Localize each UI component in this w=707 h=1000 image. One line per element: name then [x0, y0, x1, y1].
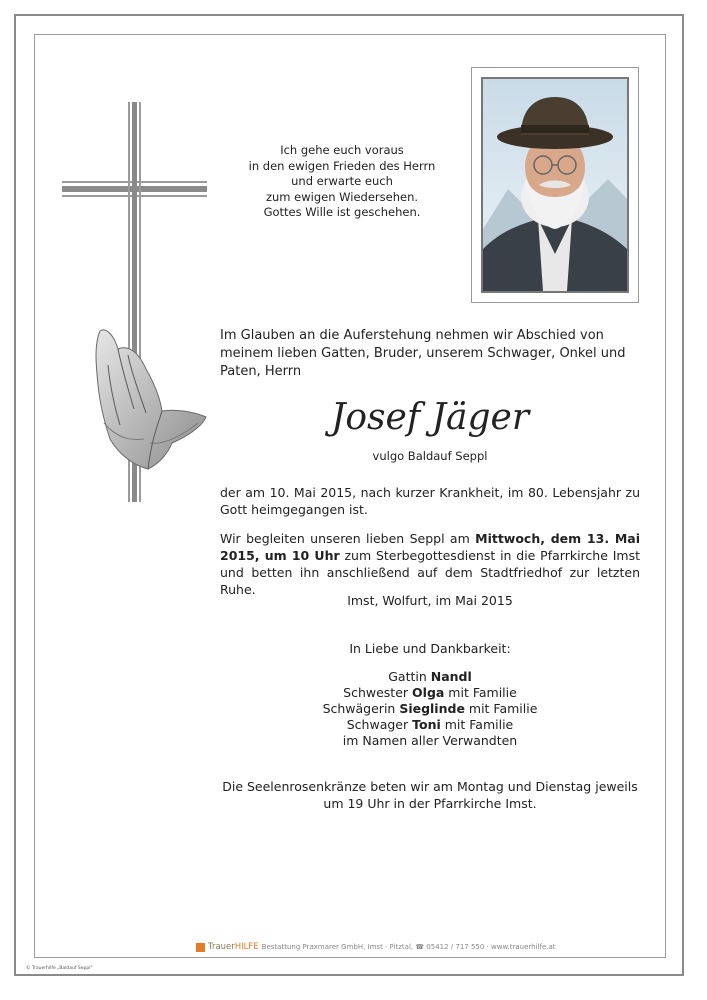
family-member	[220, 685, 640, 701]
family-list	[220, 669, 640, 749]
funeral-details	[220, 530, 640, 598]
family-relation: Gattin	[388, 669, 431, 684]
family-name: Nandl	[430, 669, 472, 684]
family-relation: Schwägerin	[322, 701, 400, 716]
quote-line: Ich gehe euch voraus	[280, 143, 404, 157]
portrait-frame	[471, 67, 639, 303]
footer	[196, 942, 616, 952]
family-relation: im Namen aller Verwandten	[342, 733, 518, 748]
family-member	[220, 701, 640, 717]
quote-line: in den ewigen Frieden des Herrn	[248, 158, 436, 173]
intro-text: Im Glauben an die Auferstehung nehmen wir Abschied von meinem lieben Gatten, Bruder, unserem Schwager, Onkel und Paten, Herrn	[220, 328, 626, 379]
quote-line: zum ewigen Wiedersehen.	[265, 189, 419, 204]
logo-text-2: HILFE	[234, 942, 259, 952]
portrait-image	[483, 79, 627, 291]
memorial-quote	[232, 143, 452, 221]
deceased-name: Josef Jäger	[330, 397, 530, 438]
family-suffix: mit Familie	[440, 717, 514, 732]
death-notice: der am 10. Mai 2015, nach kurzer Krankheit, im 80. Lebensjahr zu Gott heimgegangen ist.	[220, 485, 640, 517]
family-member	[220, 717, 640, 733]
quote-line: und erwarte euch	[291, 174, 393, 188]
family-member	[220, 733, 640, 749]
rosary-notice: Die Seelenrosenkränze beten wir am Montag und Dienstag jeweils um 19 Uhr in der Pfarrkirche Imst.	[222, 779, 638, 811]
family-suffix: mit Familie	[444, 685, 517, 700]
family-member	[220, 669, 640, 685]
logo-text-1: Trauer	[208, 942, 235, 952]
praying-hands-icon	[88, 325, 213, 475]
place-date: Imst, Wolfurt, im Mai 2015	[347, 593, 513, 608]
portrait-photo	[481, 77, 629, 293]
family-relation: Schwester	[343, 685, 413, 700]
family-suffix: mit Familie	[464, 701, 538, 716]
funeral-date: Mittwoch, dem 13. Mai 2015, um 10 Uhr	[220, 531, 640, 563]
deceased-nickname: vulgo Baldauf Seppl	[372, 449, 488, 463]
funeral-text-1: Wir begleiten unseren lieben Seppl am	[220, 531, 476, 546]
funeral-text-2: zum Sterbegottesdienst in die Pfarrkirche Imst und betten ihn anschließend auf dem Stadtfriedhof zur letzten Ruhe.	[220, 548, 640, 597]
copyright-credit: © Trauerhilfe „Baldauf Seppl"	[26, 966, 93, 971]
family-name: Olga	[412, 685, 445, 700]
footer-info: Bestattung Praxmarer GmbH, Imst · Pitztal, ☎ 05412 / 717 550 · www.trauerhilfe.at	[261, 943, 556, 951]
quote-line: Gottes Wille ist geschehen.	[263, 205, 421, 219]
family-relation: Schwager	[346, 717, 413, 732]
family-name: Toni	[412, 717, 441, 732]
trauerhilfe-logo-icon	[196, 943, 205, 952]
thanks-line: In Liebe und Dankbarkeit:	[349, 641, 511, 656]
family-name: Sieglinde	[399, 701, 465, 716]
